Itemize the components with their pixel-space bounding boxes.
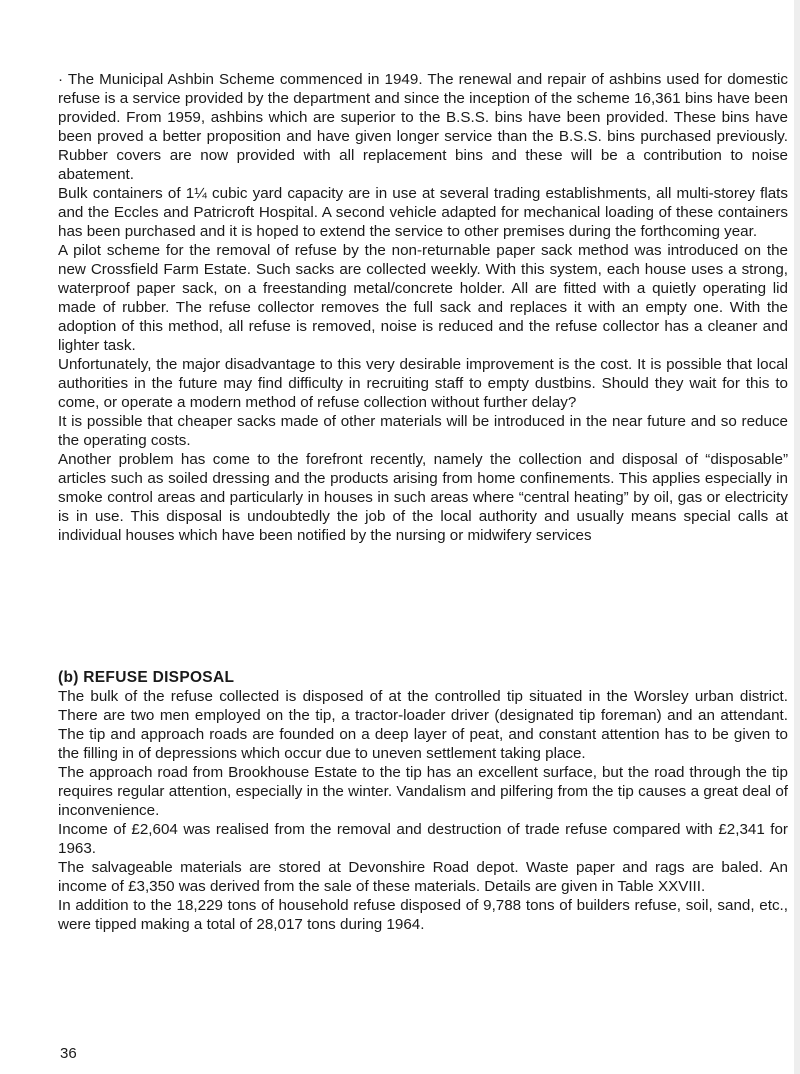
paragraph-disadvantage-cost: Unfortunately, the major disadvantage to this very desirable improvement is the cost. It is possible that local authorities in the future may find difficulty in recruiting staff to empty dustbins. Should they wait for this to come, or operate a modern method of refuse collection without further delay? <box>58 356 788 411</box>
paragraph-trade-refuse-income: Income of £2,604 was realised from the removal and destruction of trade refuse compared with £2,341 for 1963. <box>58 821 788 857</box>
paragraph-approach-road: The approach road from Brookhouse Estate to the tip has an excellent surface, but the road through the tip requires regular attention, especially in the winter. Vandalism and pilfering from the tip causes a great deal of inconvenience. <box>58 764 788 819</box>
paragraph-tonnage-total: In addition to the 18,229 tons of household refuse disposed of 9,788 tons of builders refuse, soil, sand, etc., were tipped making a total of 28,017 tons during 1964. <box>58 897 788 933</box>
paragraph-cheaper-sacks: It is possible that cheaper sacks made of other materials will be introduced in the near future and so reduce the operating costs. <box>58 413 788 449</box>
paragraph-disposable-articles: Another problem has come to the forefront recently, namely the collection and disposal of “disposable” articles such as soiled dressing and the products arising from home confinements. This applies especially in smoke control areas and particularly in houses in such areas where “central heating” by oil, gas or electricity is in use. This disposal is undoubtedly the job of the local authority and usually means special calls at individual houses which have been notified by the nursing or midwifery services <box>58 451 788 544</box>
scan-edge-shadow <box>794 0 800 1074</box>
paragraph-ashbin-scheme: · The Municipal Ashbin Scheme commenced in 1949. The renewal and repair of ashbins used for domestic refuse is a service provided by the department and since the inception of the scheme 16,361 bins have been provided. From 1959, ashbins which are superior to the B.S.S. bins have been provided. These bins have been proved a better proposition and have given longer service than the B.S.S. bins purchased previously. Rubber covers are now provided with all replacement bins and these will be a contribution to noise abatement. <box>58 71 788 183</box>
paragraph-salvageable-materials: The salvageable materials are stored at Devonshire Road depot. Waste paper and rags are baled. An income of £3,350 was derived from the sale of these materials. Details are given in Table XXVIII. <box>58 859 788 895</box>
paragraph-bulk-containers: Bulk containers of 1¼ cubic yard capacity are in use at several trading establishments, all multi-storey flats and the Eccles and Patricroft Hospital. A second vehicle adapted for mechanical loading of these containers has been purchased and it is hoped to extend the service to other premises during the forthcoming year. <box>58 185 788 240</box>
section-a-text <box>58 70 788 545</box>
page-number: 36 <box>60 1045 77 1062</box>
paragraph-controlled-tip: The bulk of the refuse collected is disposed of at the controlled tip situated in the Worsley urban district. There are two men employed on the tip, a tractor-loader driver (designated tip foreman) and an attendant. The tip and approach roads are founded on a deep layer of peat, and constant attention has to be given to the filling in of depressions which occur due to uneven settlement taking place. <box>58 688 788 762</box>
section-heading-refuse-disposal: (b) REFUSE DISPOSAL <box>58 669 235 686</box>
paragraph-pilot-scheme: A pilot scheme for the removal of refuse by the non-returnable paper sack method was introduced on the new Crossfield Farm Estate. Such sacks are collected weekly. With this system, each house uses a strong, waterproof paper sack, on a freestanding metal/concrete holder. All are fitted with a quietly operating lid made of rubber. The refuse collector removes the full sack and replaces it with an empty one. With the adoption of this method, all refuse is removed, noise is reduced and the refuse collector has a cleaner and lighter task. <box>58 242 788 354</box>
section-b-text <box>58 668 788 934</box>
